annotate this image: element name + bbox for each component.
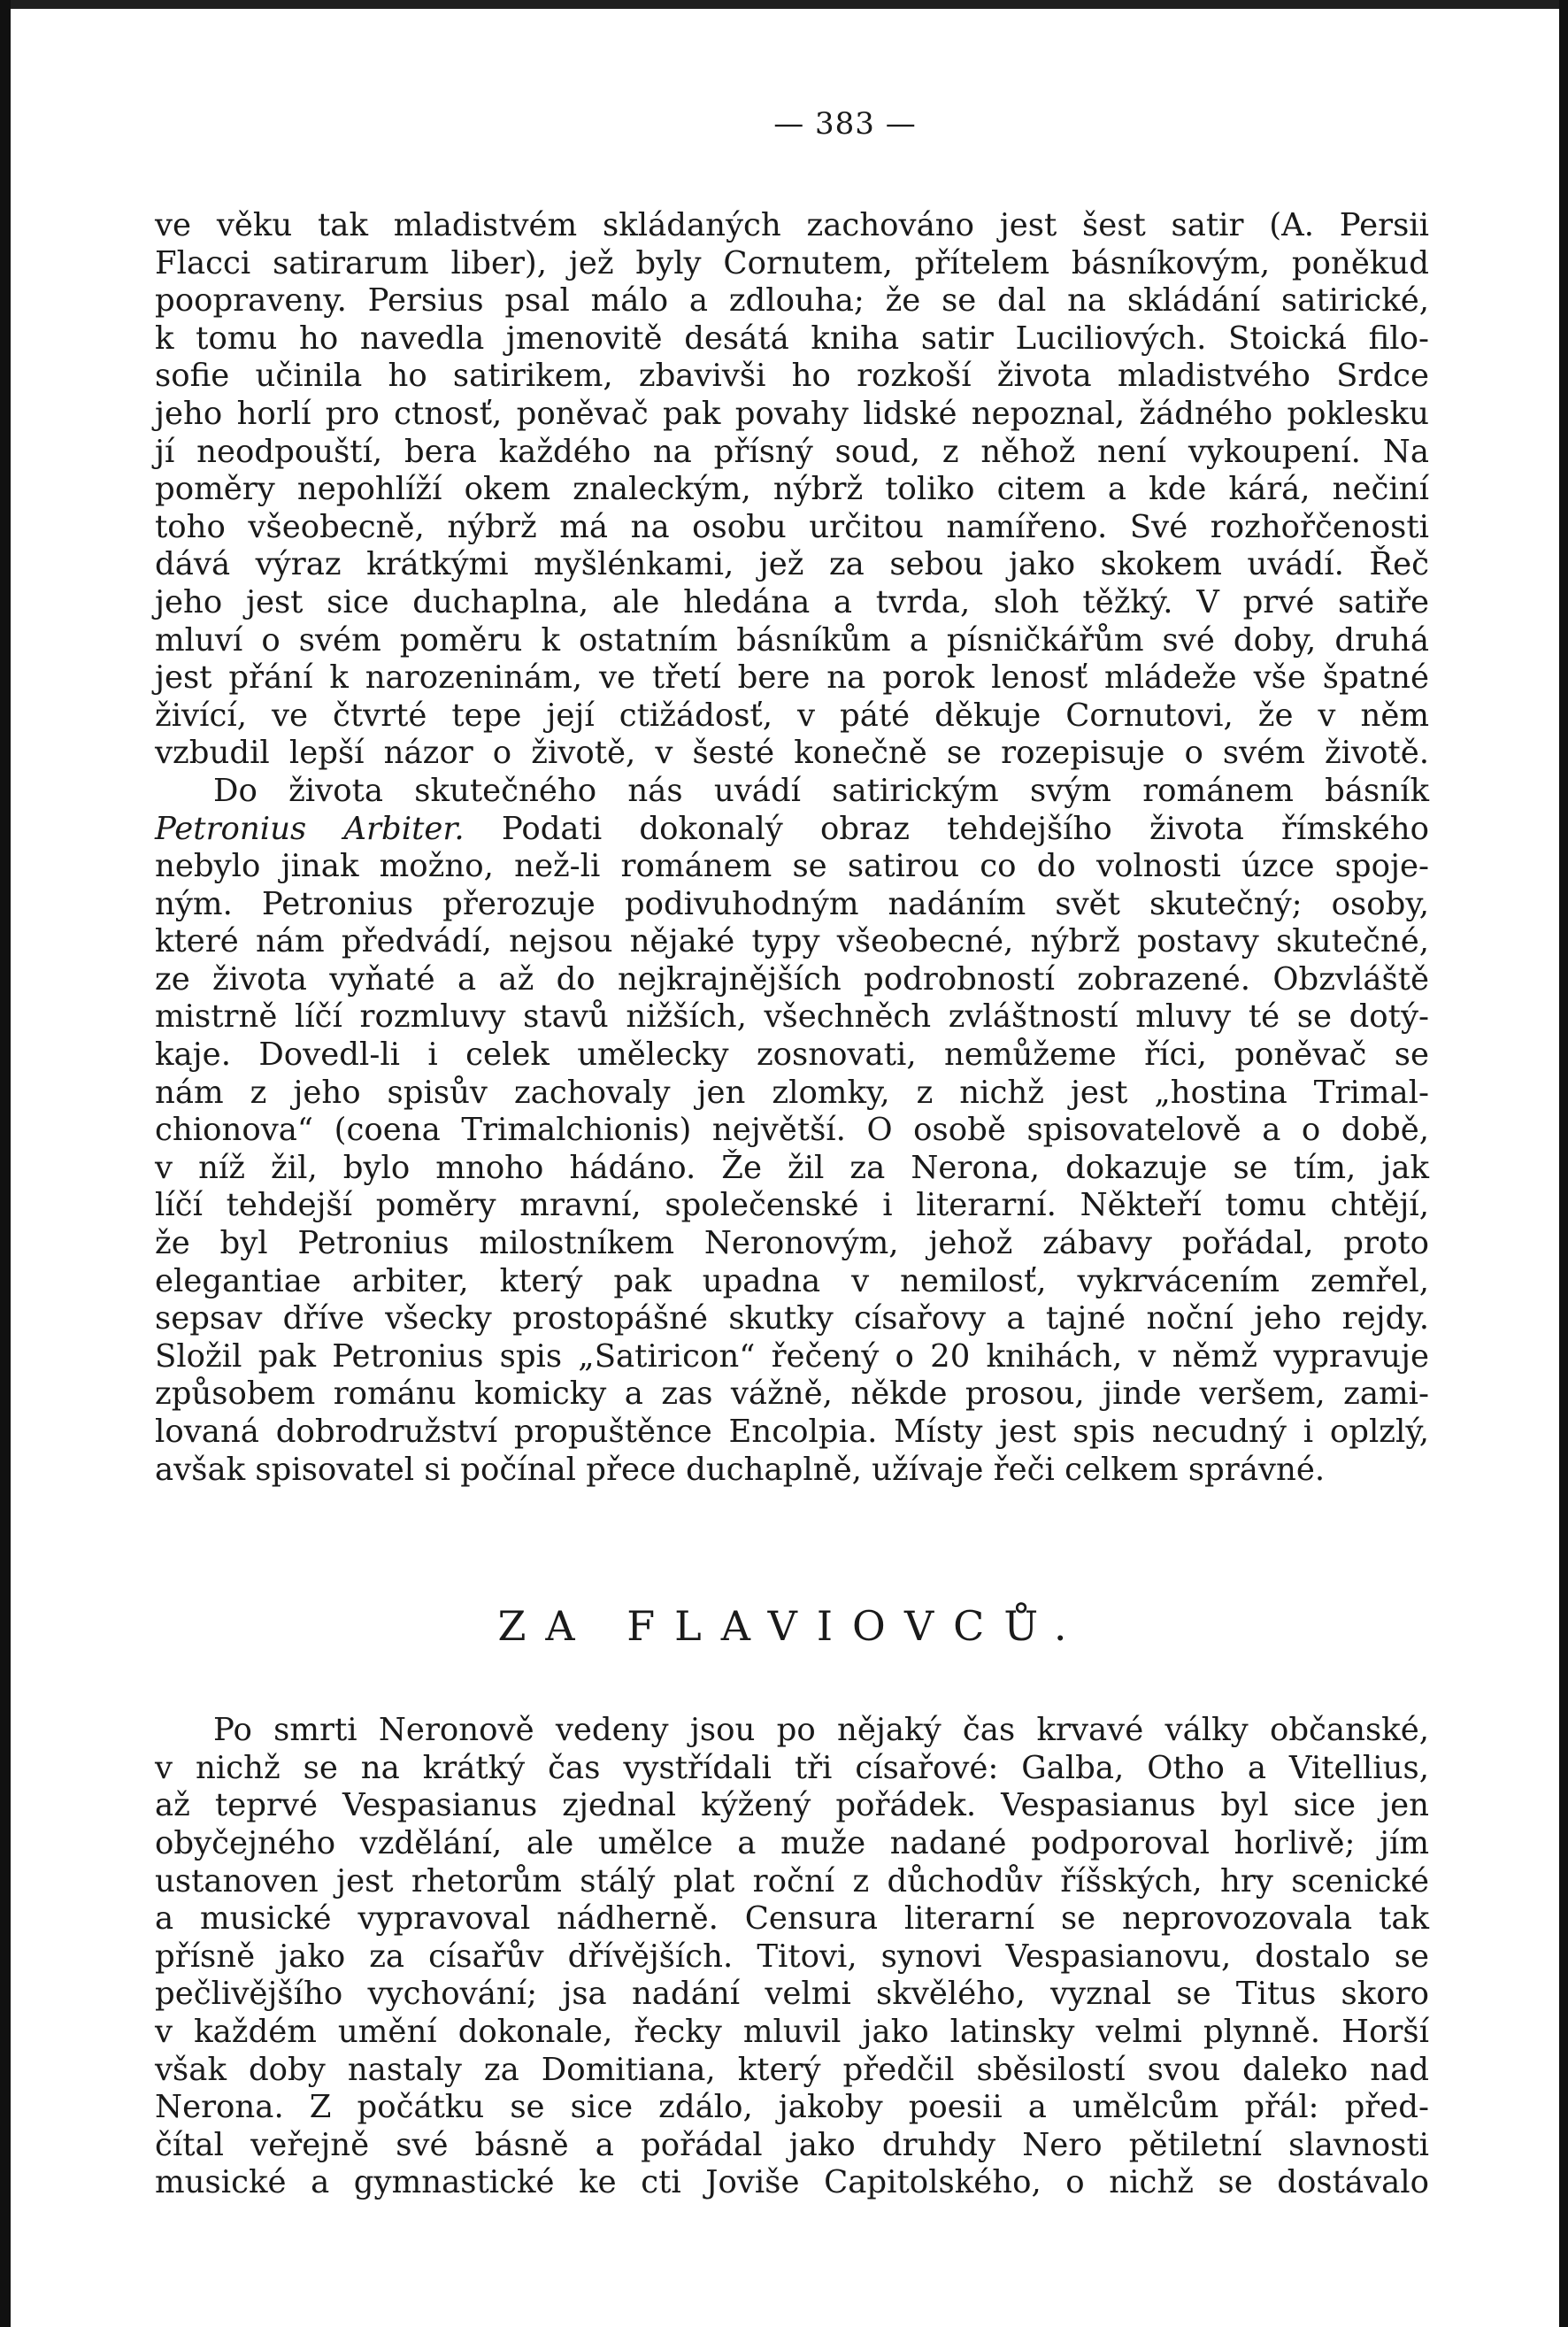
text-run: Podati dokonalý obraz tehdejšího života římského bbox=[464, 810, 1429, 847]
text-line: jeho jest sice duchaplna, ale hledána a tvrda, sloh těžký. V prvé satiře bbox=[155, 583, 1429, 620]
text-line: způsobem románu komicky a zas vážně, někde prosou, jinde veršem, zami- bbox=[155, 1375, 1429, 1413]
text-line: Nerona. Z počátku se sice zdálo, jakoby poesii a umělcům přál: před- bbox=[155, 2089, 1429, 2126]
text-line: v nichž se na krátký čas vystřídali tři císařové: Galba, Otho a Vitellius, bbox=[155, 1749, 1429, 1786]
text-line: poměry nepohlíží okem znaleckým, nýbrž toliko citem a kde kárá, nečiní bbox=[155, 471, 1429, 508]
text-line: čítal veřejně své básně a pořádal jako druhdy Nero pětiletní slavnosti bbox=[155, 2126, 1429, 2163]
text-line: jest přání k narozeninám, ve třetí bere na porok lenosť mládeže vše špatné bbox=[155, 659, 1429, 697]
section-heading: ZA FLAVIOVCŮ. bbox=[497, 1602, 1087, 1651]
text-line: ve věku tak mladistvém skládaných zachováno jest šest satir (A. Persii bbox=[155, 207, 1429, 243]
text-line: a musické vypravoval nádherně. Censura literarní se neprovozovala tak bbox=[155, 1900, 1429, 1938]
text-line: dává výraz krátkými myšlénkami, jež za sebou jako skokem uvádí. Řeč bbox=[155, 546, 1429, 583]
italic-name: Petronius Arbiter. bbox=[155, 810, 465, 847]
text-line: ným. Petronius přerozuje podivuhodným nadáním svět skutečný; osoby, bbox=[155, 885, 1429, 922]
text-line bbox=[155, 811, 1429, 849]
text-line: avšak spisovatel si počínal přece duchaplně, užívaje řeči celkem správné. bbox=[155, 1451, 1326, 1488]
paragraph-petronius bbox=[155, 773, 1429, 1489]
text-line: poopraveny. Persius psal málo a zdlouha; že se dal na skládání satirické, bbox=[155, 282, 1429, 320]
text-line: toho všeobecně, nýbrž má na osobu určitou namířeno. Své rozhořčenosti bbox=[155, 508, 1429, 545]
text-line: vzbudil lepší názor o životě, v šesté konečně se rozepisuje o svém životě. bbox=[155, 735, 1429, 772]
scan-edge-right bbox=[1559, 0, 1568, 2327]
text-line: Do života skutečného nás uvádí satirickým svým románem básník bbox=[213, 772, 1429, 809]
text-line: živící, ve čtvrté tepe její ctižádosť, v páté děkuje Cornutovi, že v něm bbox=[155, 697, 1429, 734]
text-line: nám z jeho spisův zachovaly jen zlomky, z nichž jest „hostina Trimal- bbox=[155, 1074, 1429, 1111]
text-line: Složil pak Petronius spis „Satiricon“ řečený o 20 knihách, v němž vypravuje bbox=[155, 1337, 1429, 1375]
text-line: mluví o svém poměru k ostatním básníkům a písničkářům své doby, druhá bbox=[155, 621, 1429, 659]
text-line: však doby nastaly za Domitiana, který předčil sběsilostí svou daleko nad bbox=[155, 2051, 1429, 2088]
text-line: musické a gymnastické ke cti Jovišе Capitolského, o nichž se dostávalo bbox=[155, 2164, 1429, 2201]
text-line: obyčejného vzdělání, ale umělce a muže nadané podporoval horlivě; jím bbox=[155, 1824, 1429, 1861]
text-line: lovaná dobrodružství propuštěnce Encolpia. Místy jest spis necudný i oplzlý, bbox=[155, 1414, 1429, 1450]
text-line: v níž žil, bylo mnoho hádáno. Že žil za Nerona, dokazuje se tím, jak bbox=[155, 1149, 1429, 1186]
text-line: nebylo jinak možno, než-li románem se satirou co do volnosti úzce spoje- bbox=[155, 848, 1429, 885]
text-line: že byl Petronius milostníkem Neronovým, jehož zábavy pořádal, proto bbox=[155, 1225, 1429, 1262]
text-line: Po smrti Neronově vedeny jsou po nějaký čas krvavé války občanské, bbox=[213, 1712, 1429, 1749]
scan-edge-top bbox=[0, 0, 1568, 9]
text-line: ze života vyňaté a až do nejkrajnějších podrobností zobrazené. Obzvláště bbox=[155, 960, 1429, 998]
text-line: k tomu ho navedla jmenovitě desátá kniha satir Luciliových. Stoická filo- bbox=[155, 320, 1429, 357]
text-line: Flacci satirarum liber), jež byly Cornutem, přítelem básníkovým, poněkud bbox=[155, 244, 1429, 281]
text-line: přísně jako za císařův dřívějších. Titovi, synovi Vespasianovu, dostalo se bbox=[155, 1938, 1429, 1975]
text-line: až teprvé Vespasianus zjednal kýžený pořádek. Vespasianus byl sice jen bbox=[155, 1787, 1429, 1824]
text-line: pečlivějšího vychování; jsa nadání velmi skvělého, vyznal se Titus skoro bbox=[155, 1976, 1429, 2013]
text-line: mistrně líčí rozmluvy stavů nižších, všechněch zvláštností mluvy té se dotý- bbox=[155, 998, 1429, 1036]
paragraph-persius bbox=[155, 207, 1429, 773]
text-line: elegantiae arbiter, který pak upadna v nemilosť, vykrvácením zemřel, bbox=[155, 1262, 1429, 1299]
text-line: jí neodpouští, bera každého na přísný soud, z něhož není vykoupení. Na bbox=[155, 433, 1429, 470]
page-content bbox=[155, 106, 1429, 2202]
scan-edge-left bbox=[0, 0, 11, 2327]
text-line: sepsav dříve všecky prostopášné skutky císařovy a tajné noční jeho rejdy. bbox=[155, 1300, 1429, 1337]
text-line: sofie učinila ho satirikem, zbavivši ho rozkoší života mladistvého Srdce bbox=[155, 358, 1429, 395]
text-line: chionova“ (coena Trimalchionis) největší. O osobě spisovatelově a o době, bbox=[155, 1112, 1429, 1149]
text-line: v každém umění dokonale, řecky mluvil jako latinsky velmi plynně. Horší bbox=[155, 2013, 1429, 2050]
text-line: kaje. Dovedl-li i celek umělecky zosnovati, nemůžeme říci, poněvač se bbox=[155, 1036, 1429, 1074]
text-line: které nám předvádí, nejsou nějaké typy všeobecné, nýbrž postavy skutečné, bbox=[155, 923, 1429, 960]
text-line: ustanoven jest rhetorům stálý plat roční z důchodův říšských, hry scenické bbox=[155, 1862, 1429, 1899]
text-line: líčí tehdejší poměry mravní, společenské i literarní. Někteří tomu chtějí, bbox=[155, 1187, 1429, 1224]
page-number: — 383 — bbox=[773, 106, 917, 142]
paragraph-flavians bbox=[155, 1712, 1429, 2202]
text-line: jeho horlí pro ctnosť, poněvač pak povahy lidské nepoznal, žádného poklesku bbox=[155, 395, 1429, 432]
